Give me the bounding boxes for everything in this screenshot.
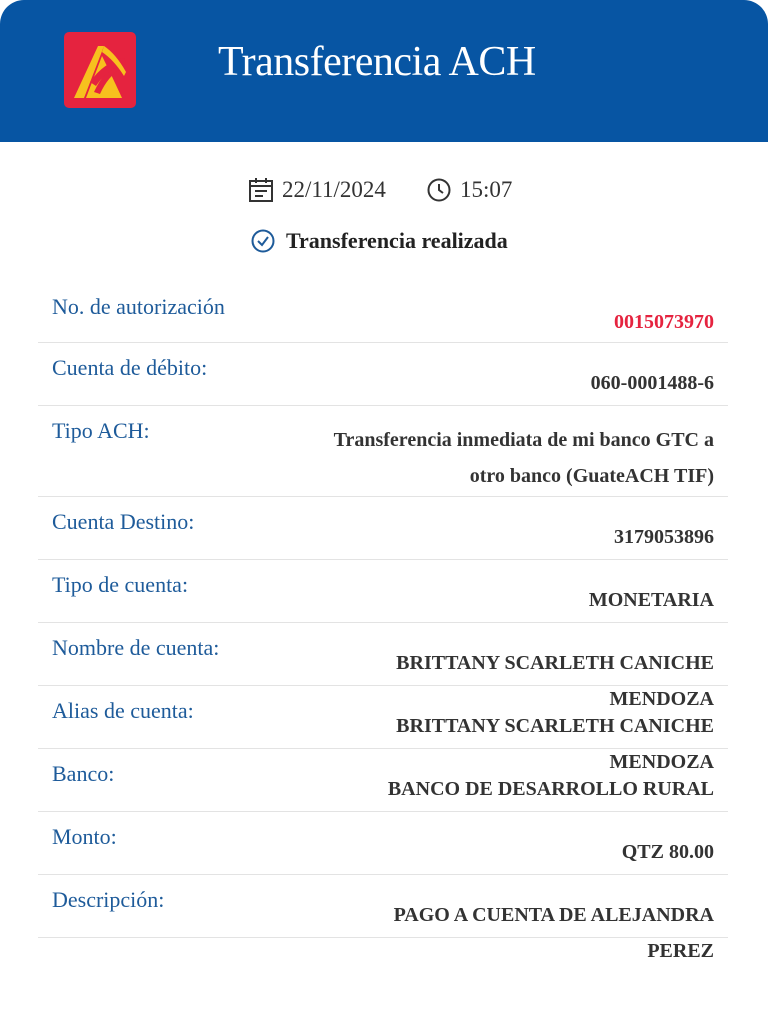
bank-logo-icon xyxy=(64,32,136,108)
detail-label: Cuenta Destino: xyxy=(52,509,195,534)
detail-row-destination-account xyxy=(38,497,728,560)
detail-row-bank xyxy=(38,749,728,812)
amount-value: QTZ 80.00 xyxy=(621,841,714,863)
detail-row-ach-type xyxy=(38,406,728,497)
detail-label: Nombre de cuenta: xyxy=(52,635,220,660)
page-title: Transferencia ACH xyxy=(218,39,536,85)
status-text: Transferencia realizada xyxy=(286,228,508,253)
detail-row-account-type xyxy=(38,560,728,623)
detail-value: MONETARIA xyxy=(588,589,714,611)
check-circle-icon xyxy=(250,228,276,254)
detail-value: BRITTANY SCARLETH CANICHE MENDOZA xyxy=(396,715,714,773)
detail-row-description xyxy=(38,875,728,962)
detail-value: 3179053896 xyxy=(614,526,714,548)
detail-label: Tipo ACH: xyxy=(52,418,150,443)
detail-label: Monto: xyxy=(52,824,117,849)
detail-label: Alias de cuenta: xyxy=(52,698,194,723)
detail-label: Descripción: xyxy=(52,887,165,912)
date-display xyxy=(248,170,386,210)
status-badge xyxy=(250,228,508,254)
header xyxy=(0,0,768,142)
detail-value: PAGO A CUENTA DE ALEJANDRA PEREZ xyxy=(393,904,714,962)
detail-value: 060-0001488-6 xyxy=(590,372,714,394)
detail-row-account-name xyxy=(38,623,728,710)
detail-row-amount xyxy=(38,812,728,875)
date-text: 22/11/2024 xyxy=(282,177,386,202)
date-time-bar xyxy=(0,170,768,210)
detail-label: No. de autorización xyxy=(52,294,225,319)
time-display xyxy=(426,170,512,210)
detail-value: BANCO DE DESARROLLO RURAL xyxy=(387,778,714,800)
details-list xyxy=(38,282,728,962)
detail-row-account-alias xyxy=(38,686,728,773)
authorization-number: 0015073970 xyxy=(614,311,714,333)
detail-row-debit-account xyxy=(38,343,728,406)
detail-row-authorization xyxy=(38,282,728,343)
calendar-icon xyxy=(248,176,274,204)
detail-value: BRITTANY SCARLETH CANICHE MENDOZA xyxy=(396,652,714,710)
detail-label: Banco: xyxy=(52,761,115,786)
detail-value: Transferencia inmediata de mi banco GTC a otro banco (GuateACH TIF) xyxy=(333,429,714,487)
detail-label: Cuenta de débito: xyxy=(52,355,208,380)
clock-icon xyxy=(426,177,452,203)
detail-label: Tipo de cuenta: xyxy=(52,572,189,597)
time-text: 15:07 xyxy=(460,177,513,202)
